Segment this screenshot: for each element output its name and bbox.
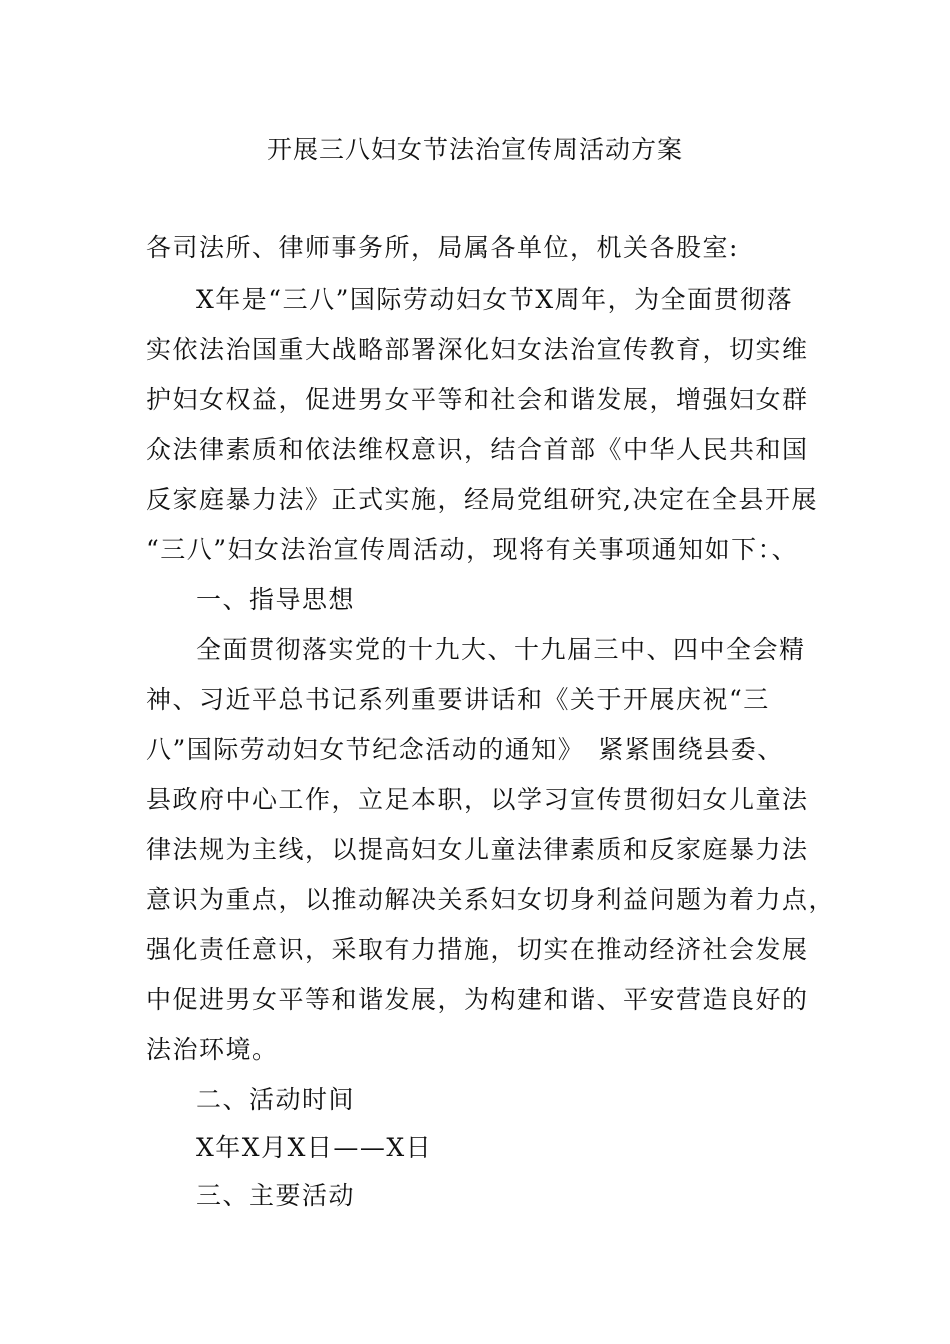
section1-line-8: 中促进男女平等和谐发展，为构建和谐、平安营造良好的: [146, 985, 809, 1014]
section1-line-2: 神、习近平总书记系列重要讲话和《关于开展庆祝“三: [146, 685, 770, 714]
section-heading-activity-time: 二、活动时间: [196, 1085, 356, 1114]
intro-line-1: X年是“三八”国际劳动妇女节X周年，为全面贯彻落: [196, 285, 794, 314]
intro-line-2: 实依法治国重大战略部署深化妇女法治宣传教育，切实维: [146, 335, 809, 364]
section1-line-1: 全面贯彻落实党的十九大、十九届三中、四中全会精: [196, 635, 806, 664]
section-heading-main-activities: 三、主要活动: [196, 1181, 356, 1210]
section1-line-6: 意识为重点，以推动解决关系妇女切身利益问题为着力点，: [146, 885, 836, 914]
document-title: 开展三八妇女节法治宣传周活动方案: [266, 135, 683, 164]
section-heading-guiding-thought: 一、指导思想: [196, 585, 356, 614]
salutation: 各司法所、律师事务所，局属各单位，机关各股室:: [146, 233, 739, 262]
section1-line-5: 律法规为主线，以提高妇女儿童法律素质和反家庭暴力法: [146, 835, 809, 864]
activity-date-range: X年X月X日——X日: [196, 1133, 433, 1162]
intro-line-4: 众法律素质和依法维权意识，结合首部《中华人民共和国: [146, 435, 809, 464]
intro-line-5: 反家庭暴力法》正式实施，经局党组研究,决定在全县开展: [146, 485, 818, 514]
intro-line-3: 护妇女权益，促进男女平等和社会和谐发展，增强妇女群: [146, 385, 809, 414]
section1-line-9: 法治环境。: [146, 1035, 279, 1064]
section1-line-3: 八”国际劳动妇女节纪念活动的通知》 紧紧围绕县委、: [146, 735, 784, 764]
section1-line-7: 强化责任意识，采取有力措施，切实在推动经济社会发展: [146, 935, 809, 964]
section1-line-4: 县政府中心工作，立足本职，以学习宣传贯彻妇女儿童法: [146, 785, 809, 814]
intro-line-6: “三八”妇女法治宣传周活动，现将有关事项通知如下：、: [146, 535, 799, 564]
